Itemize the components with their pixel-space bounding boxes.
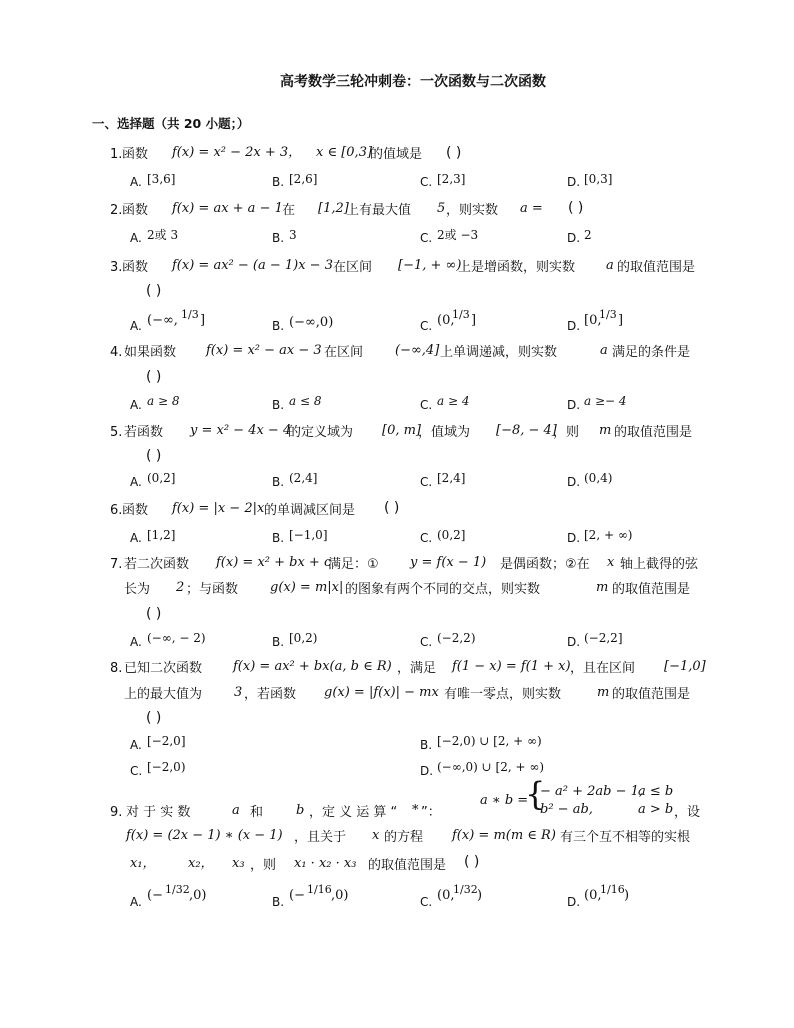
text-fragment: B.: [420, 738, 433, 752]
text-fragment: C.: [420, 635, 433, 649]
text-fragment: D.: [567, 319, 581, 333]
formula: f(x) = x² + bx + c: [216, 555, 332, 570]
text-fragment: A.: [130, 738, 142, 752]
text-fragment: B.: [272, 531, 285, 545]
text-fragment: B.: [272, 319, 285, 333]
text-fragment: (−∞,0): [289, 315, 334, 330]
text-fragment: ]: [471, 313, 477, 328]
question-text: 对 于 实 数: [126, 805, 191, 820]
answer-blank: ( ): [146, 369, 162, 385]
question-text: ，则: [553, 425, 580, 440]
formula: [1,2]: [318, 201, 349, 216]
formula: g(x) = |f(x)| − mx: [324, 685, 439, 700]
text-fragment: A.: [130, 231, 142, 245]
question-text: 的取值范围是: [368, 858, 447, 873]
text-fragment: 1/32: [165, 883, 190, 896]
question-text: 的取值范围是: [617, 260, 696, 275]
formula: 5: [437, 201, 446, 216]
text-fragment: C.: [420, 319, 433, 333]
question-text: 的值域是: [370, 147, 423, 162]
text-fragment: (0,: [584, 888, 602, 903]
question-number: 3.: [110, 260, 123, 275]
question-number: 9.: [110, 805, 123, 820]
question-text: ，且在区间: [570, 661, 636, 676]
text-fragment: B.: [272, 475, 285, 489]
formula: a: [232, 803, 240, 818]
formula: f(x) = x² − ax − 3: [206, 343, 322, 358]
text-fragment: C.: [420, 895, 433, 909]
question-text: 轴上截得的弦: [620, 557, 699, 572]
text-fragment: B.: [272, 175, 285, 189]
formula: f(1 − x) = f(1 + x): [452, 659, 571, 674]
formula: [−1,0]: [664, 659, 706, 674]
question-text: 有唯一零点，则实数: [444, 687, 562, 702]
formula: f(x) = ax + a − 1: [172, 201, 283, 216]
text-fragment: 2: [584, 228, 592, 242]
question-text: 函数: [122, 203, 149, 218]
question-text: 的定义域为: [288, 425, 354, 440]
answer-blank: ( ): [146, 710, 162, 726]
text-fragment: B.: [272, 398, 285, 412]
question-text: 函数: [122, 260, 149, 275]
text-fragment: 2或 3: [147, 228, 179, 242]
text-fragment: [2,4]: [437, 471, 466, 485]
question-text: 已知二次函数: [124, 661, 203, 676]
formula: a =: [520, 201, 543, 216]
formula: m: [597, 685, 610, 700]
text-fragment: [−1,0]: [289, 528, 328, 542]
question-text: 的图象有两个不同的交点，则实数: [345, 582, 541, 597]
question-text: 满足：①: [328, 557, 379, 572]
text-fragment: a ∗ b =: [480, 793, 529, 808]
text-fragment: [−2,0): [147, 760, 186, 774]
question-text: ；与函数: [186, 582, 239, 597]
text-fragment: b² − ab,: [540, 802, 593, 817]
text-fragment: 1/3: [599, 308, 617, 321]
question-text: 的取值范围是: [612, 582, 691, 597]
text-fragment: B.: [272, 895, 285, 909]
brace-symbol: {: [525, 775, 546, 813]
formula: x: [607, 555, 615, 570]
text-fragment: a ≤ b: [638, 784, 674, 799]
text-fragment: B.: [272, 635, 285, 649]
question-number: 1.: [110, 147, 123, 162]
text-fragment: A.: [130, 531, 142, 545]
formula: y = f(x − 1): [410, 555, 487, 570]
text-fragment: C.: [420, 231, 433, 245]
text-fragment: D.: [567, 231, 581, 245]
answer-blank: ( ): [146, 606, 162, 622]
text-fragment: 1/3: [181, 308, 199, 321]
formula: 2: [176, 580, 185, 595]
text-fragment: [2,6]: [289, 172, 318, 186]
text-fragment: [0,: [584, 313, 602, 328]
text-fragment: (0,2]: [437, 528, 466, 542]
text-fragment: D.: [567, 635, 581, 649]
text-fragment: 1/16: [307, 883, 332, 896]
formula: x₃: [232, 856, 245, 871]
text-fragment: A.: [130, 895, 142, 909]
text-fragment: A.: [130, 175, 142, 189]
formula: [0, m]: [382, 423, 422, 438]
text-fragment: [2,3]: [437, 172, 466, 186]
text-fragment: C.: [130, 764, 143, 778]
text-fragment: a ≥ 4: [437, 394, 470, 408]
question-text: 的取值范围是: [614, 425, 693, 440]
question-text: 上单调递减，则实数: [440, 345, 558, 360]
text-fragment: (2,4]: [289, 471, 318, 485]
text-fragment: ): [624, 888, 630, 903]
formula: x ∈ [0,3]: [316, 145, 373, 160]
text-fragment: A.: [130, 398, 142, 412]
text-fragment: [−2,0]: [147, 734, 186, 748]
question-text: 上是增函数，则实数: [458, 260, 576, 275]
question-text: ，值域为: [418, 425, 471, 440]
text-fragment: D.: [567, 175, 581, 189]
formula: [−8, − 4]: [496, 423, 557, 438]
question-text: 在: [282, 203, 296, 218]
formula: a: [600, 343, 608, 358]
text-fragment: [1,2]: [147, 528, 176, 542]
text-fragment: D.: [567, 398, 581, 412]
text-fragment: D.: [567, 531, 581, 545]
formula: m: [596, 580, 609, 595]
text-fragment: 1/3: [452, 308, 470, 321]
text-fragment: A.: [130, 319, 142, 333]
question-number: 8.: [110, 661, 123, 676]
text-fragment: (0,4): [584, 471, 613, 485]
formula: [−1, + ∞): [398, 258, 462, 273]
text-fragment: [0,2): [289, 631, 318, 645]
formula: *: [412, 803, 419, 818]
question-text: 函数: [122, 147, 149, 162]
question-text: 若函数: [124, 425, 164, 440]
section-heading: 一、选择题（共 20 小题；）: [92, 116, 250, 131]
question-text: ，则: [250, 858, 277, 873]
text-fragment: ,0): [331, 888, 349, 903]
text-fragment: a ≥ 8: [147, 394, 180, 408]
question-text: 的取值范围是: [612, 687, 691, 702]
answer-blank: ( ): [464, 854, 480, 870]
text-fragment: ,0): [189, 888, 207, 903]
formula: g(x) = m|x|: [270, 580, 344, 595]
question-number: 4.: [110, 345, 123, 360]
formula: a: [606, 258, 614, 273]
formula: f(x) = |x − 2|x: [172, 501, 265, 516]
question-text: 和: [250, 805, 264, 820]
text-fragment: a ≤ 8: [289, 394, 322, 408]
text-fragment: (−∞,: [147, 313, 178, 328]
text-fragment: ): [477, 888, 483, 903]
text-fragment: (−∞,0) ∪ [2, + ∞): [437, 760, 545, 774]
question-text: 若二次函数: [124, 557, 190, 572]
text-fragment: 1/32: [453, 883, 478, 896]
question-text: 上有最大值: [346, 203, 412, 218]
text-fragment: D.: [420, 764, 434, 778]
question-text: ”：: [421, 805, 441, 820]
question-text: 满足的条件是: [612, 345, 691, 360]
text-fragment: (0,: [437, 313, 455, 328]
text-fragment: ]: [200, 313, 206, 328]
question-text: 有三个互不相等的实根: [560, 830, 691, 845]
formula: x₂，: [188, 856, 214, 871]
formula: y = x² − 4x − 4: [190, 423, 292, 438]
question-number: 5.: [110, 425, 123, 440]
question-number: 7.: [110, 557, 123, 572]
question-text: 的单调减区间是: [264, 503, 356, 518]
text-fragment: C.: [420, 398, 433, 412]
text-fragment: D.: [567, 895, 581, 909]
text-fragment: B.: [272, 231, 285, 245]
text-fragment: (−: [289, 888, 305, 903]
formula: f(x) = (2x − 1) ∗ (x − 1): [126, 828, 283, 843]
text-fragment: 1/16: [600, 883, 625, 896]
formula: b: [296, 803, 305, 818]
text-fragment: − a² + 2ab − 1,: [540, 784, 644, 799]
question-text: 长为: [124, 582, 151, 597]
answer-blank: ( ): [146, 448, 162, 464]
question-number: 6.: [110, 503, 123, 518]
question-text: 的方程: [384, 830, 424, 845]
page-title: 高考数学三轮冲刺卷：一次函数与二次函数: [280, 74, 546, 90]
text-fragment: a ≥− 4: [584, 394, 627, 408]
formula: x₁ · x₂ · x₃: [294, 856, 357, 871]
text-fragment: C.: [420, 531, 433, 545]
question-text: 如果函数: [124, 345, 177, 360]
text-fragment: (−2,2): [437, 631, 476, 645]
formula: f(x) = ax² − (a − 1)x − 3: [172, 258, 333, 273]
question-text: 在区间: [324, 345, 364, 360]
text-fragment: 2或 −3: [437, 228, 479, 242]
question-text: ，且关于: [294, 830, 347, 845]
question-text: ，定 义 运 算 “: [309, 805, 398, 820]
question-text: 上的最大值为: [124, 687, 203, 702]
text-fragment: ]: [618, 313, 624, 328]
text-fragment: (−: [147, 888, 163, 903]
text-fragment: 3: [289, 228, 297, 242]
text-fragment: A.: [130, 475, 142, 489]
question-text: 函数: [122, 503, 149, 518]
formula: x: [372, 828, 380, 843]
question-text: ，满足: [397, 661, 437, 676]
text-fragment: (−∞, − 2): [147, 631, 206, 645]
question-number: 2.: [110, 203, 123, 218]
answer-blank: ( ): [384, 500, 400, 516]
text-fragment: (0,2]: [147, 471, 176, 485]
text-fragment: [−2,0) ∪ [2, + ∞): [437, 734, 542, 748]
formula: f(x) = x² − 2x + 3，: [172, 145, 302, 160]
formula: m: [599, 423, 612, 438]
text-fragment: [2, + ∞): [584, 528, 633, 542]
text-fragment: A.: [130, 635, 142, 649]
formula: (−∞,4]: [395, 343, 440, 358]
text-fragment: [0,3]: [584, 172, 613, 186]
text-fragment: (−2,2]: [584, 631, 623, 645]
question-text: ，则实数: [446, 203, 499, 218]
text-fragment: a > b: [638, 802, 674, 817]
formula: x₁，: [130, 856, 156, 871]
question-text: 在区间: [333, 260, 373, 275]
formula: f(x) = ax² + bx(a, b ∈ R): [233, 659, 392, 674]
text-fragment: D.: [567, 475, 581, 489]
text-fragment: [3,6]: [147, 172, 176, 186]
formula: 3: [234, 685, 243, 700]
text-fragment: C.: [420, 475, 433, 489]
question-text: ，设: [674, 805, 701, 820]
answer-blank: ( ): [146, 283, 162, 299]
formula: f(x) = m(m ∈ R): [452, 828, 556, 843]
question-text: 是偶函数；②在: [500, 557, 590, 572]
text-fragment: (0,: [437, 888, 455, 903]
answer-blank: ( ): [446, 145, 462, 161]
text-fragment: C.: [420, 175, 433, 189]
answer-blank: ( ): [568, 200, 584, 216]
question-text: ，若函数: [244, 687, 297, 702]
